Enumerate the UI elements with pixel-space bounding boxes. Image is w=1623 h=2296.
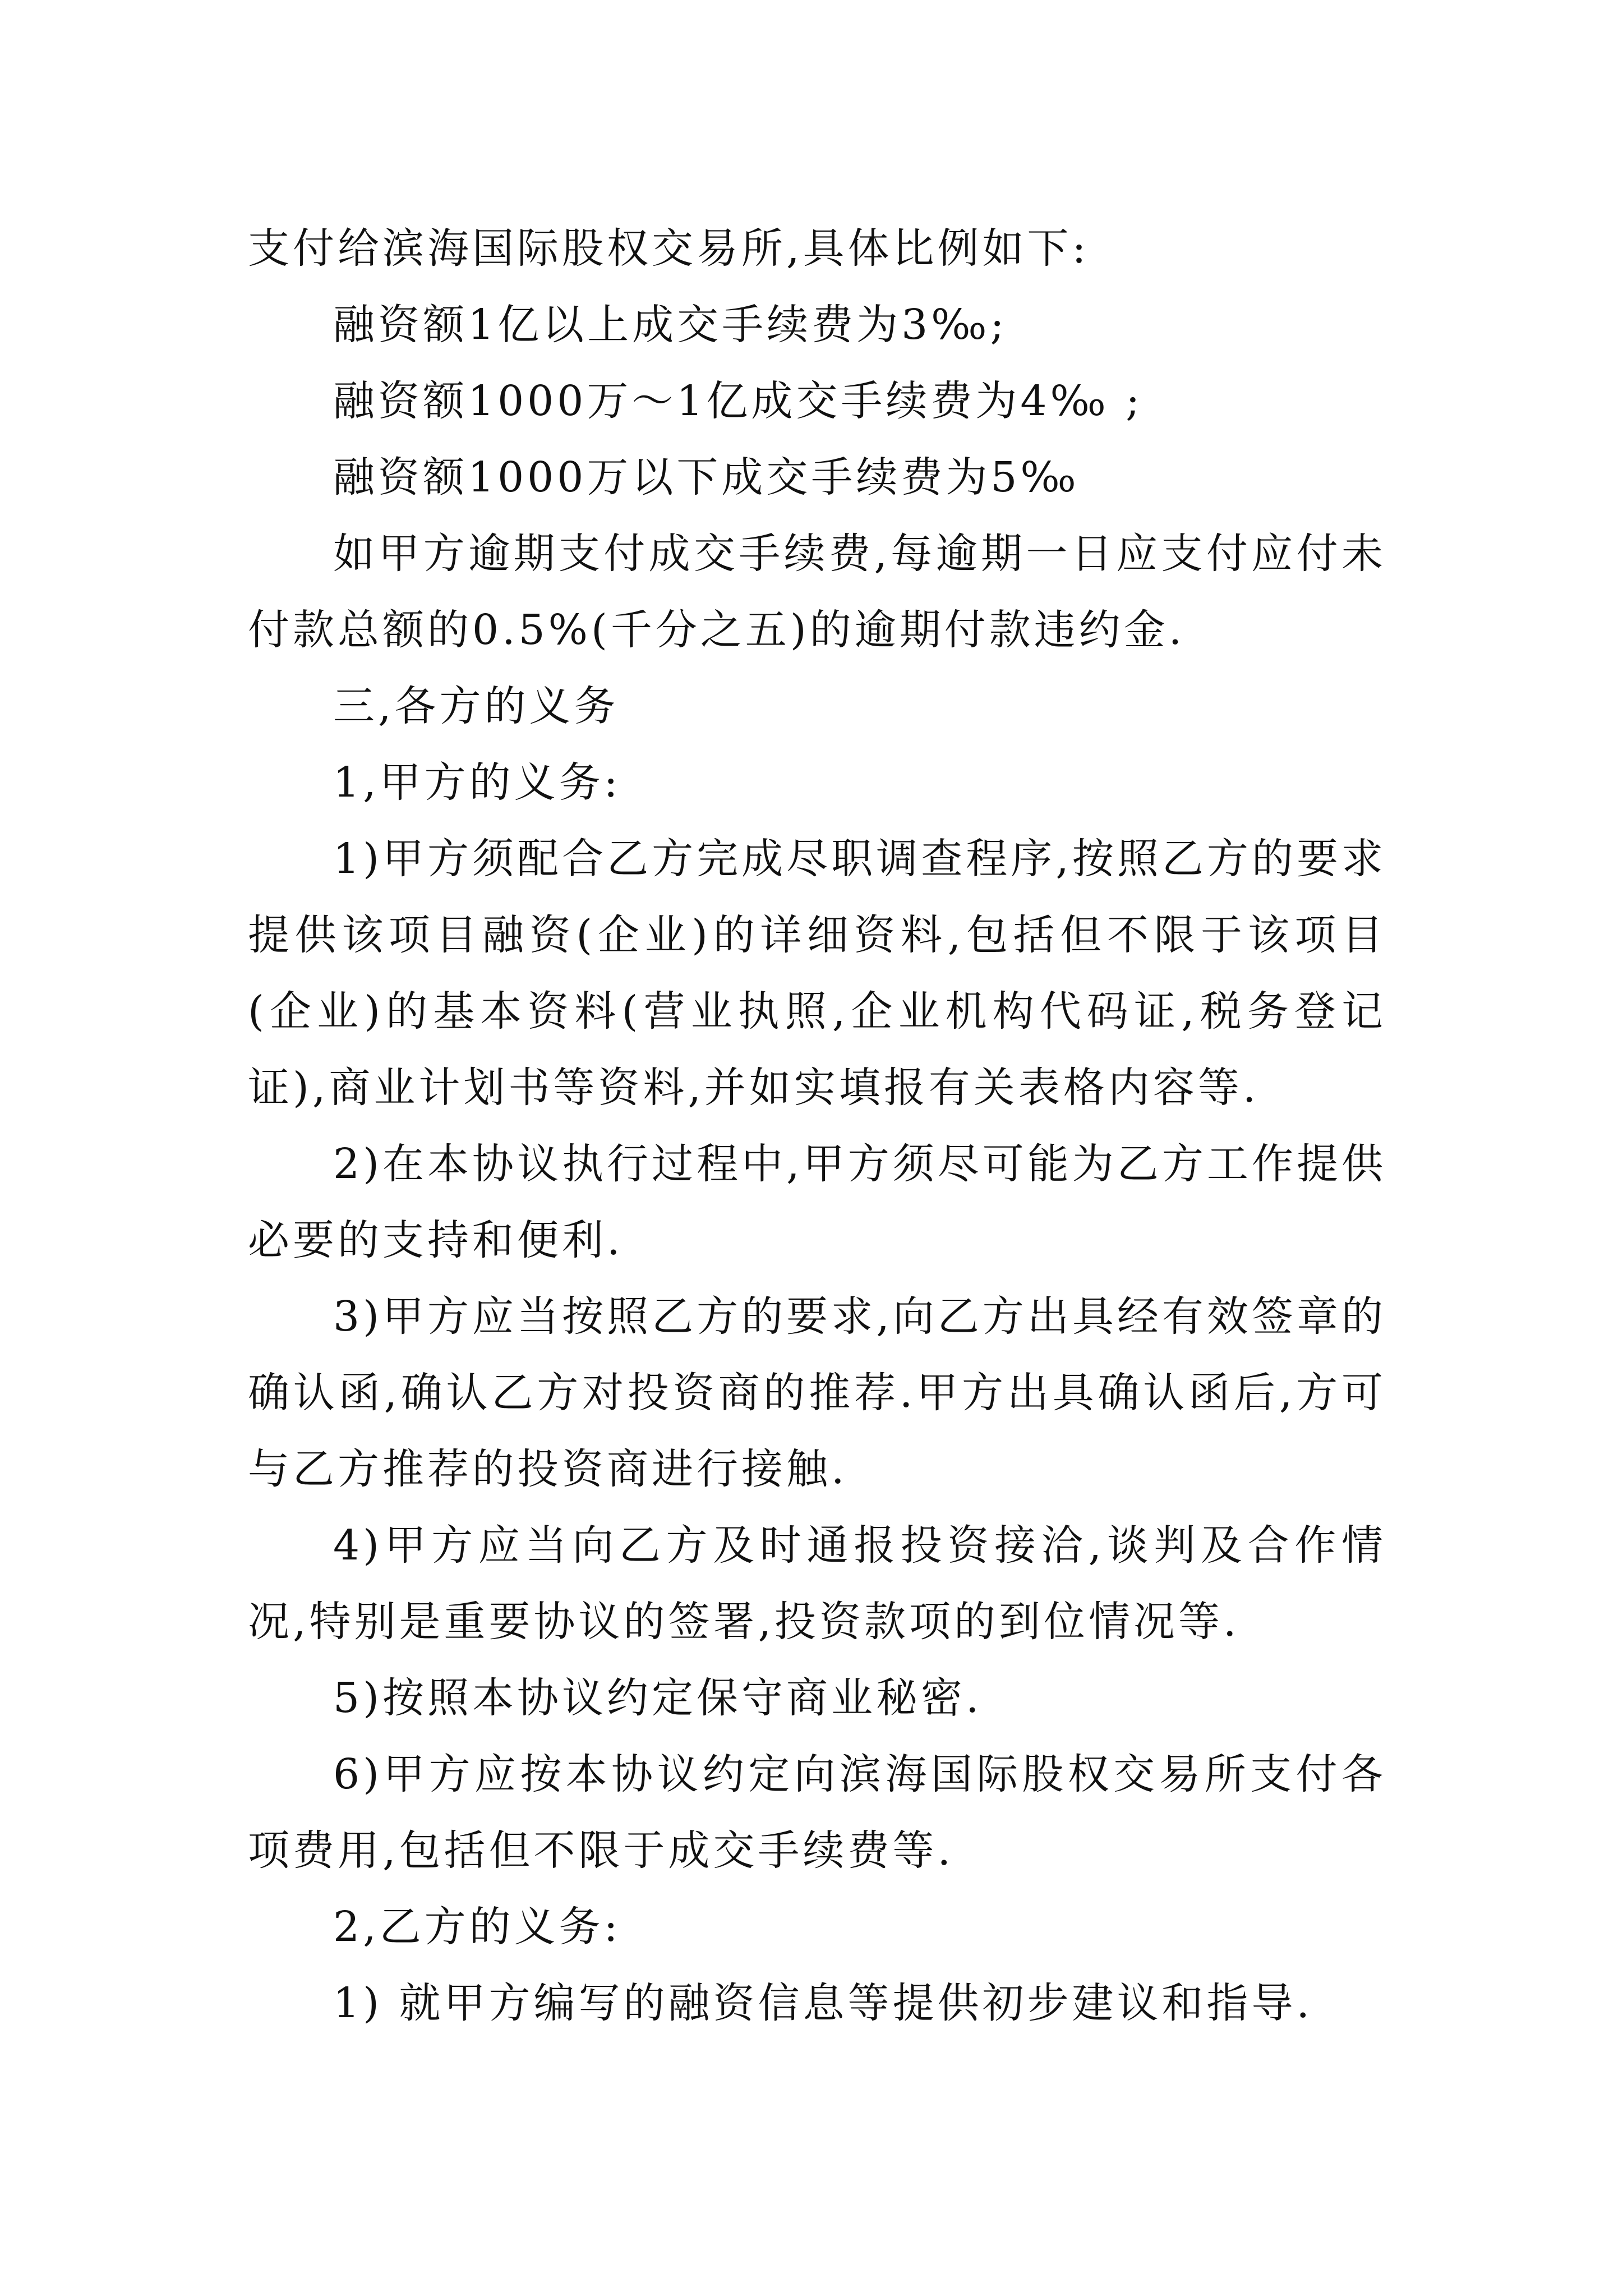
paragraph: 融资额1000万以下成交手续费为5‰ [333,453,1080,501]
subsection-heading: 1,甲方的义务: [333,758,621,807]
paragraph: 5)按照本协议约定保守商业秘密. [333,1674,983,1722]
paragraph: 6)甲方应按本协议约定向滨海国际股权交易所支付各项费用,包括但不限于成交手续费等. [248,1750,1386,1875]
paragraph: 3)甲方应当按照乙方的要求,向乙方出具经有效签章的确认函,确认乙方对投资商的推荐.甲方出具确认函后,方可与乙方推荐的投资商进行接触. [248,1292,1386,1493]
paragraph: 融资额1000万～1亿成交手续费为4‰ ; [333,377,1144,425]
paragraph: 1)甲方须配合乙方完成尽职调查程序,按照乙方的要求提供该项目融资(企业)的详细资料,包括但不限于该项目(企业)的基本资料(营业执照,企业机构代码证,税务登记证),商业计划书等资料,并如实填报有关表格内容等. [248,835,1386,1112]
section-heading: 三,各方的义务 [333,682,619,730]
paragraph: 2)在本协议执行过程中,甲方须尽可能为乙方工作提供必要的支持和便利. [248,1140,1386,1264]
document-body [248,210,1386,2041]
paragraph: 融资额1亿以上成交手续费为3‰; [333,301,1008,349]
paragraph: 如甲方逾期支付成交手续费,每逾期一日应支付应付未付款总额的0.5%(千分之五)的逾期付款违约金. [248,530,1386,654]
paragraph: 支付给滨海国际股权交易所,具体比例如下: [248,224,1090,273]
paragraph: 4)甲方应当向乙方及时通报投资接洽,谈判及合作情况,特别是重要协议的签署,投资款项的到位情况等. [248,1521,1386,1646]
subsection-heading: 2,乙方的义务: [333,1903,621,1951]
paragraph: 1) 就甲方编写的融资信息等提供初步建议和指导. [333,1979,1313,2027]
